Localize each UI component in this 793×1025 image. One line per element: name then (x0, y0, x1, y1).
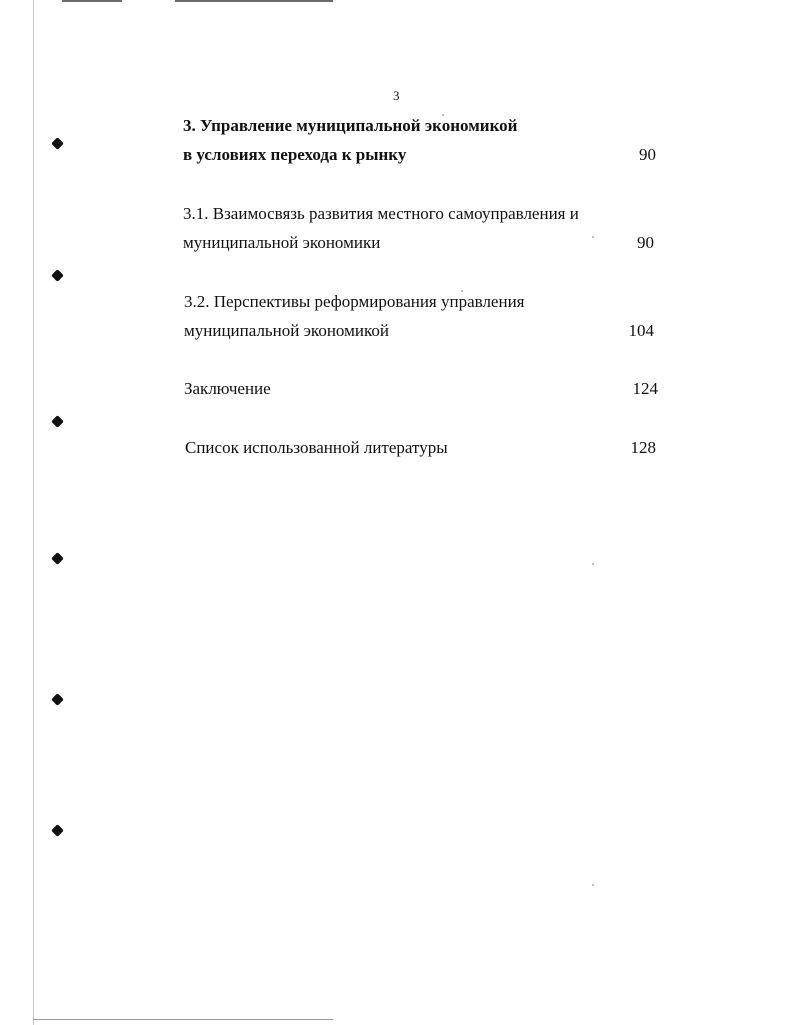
scan-speck (592, 563, 594, 565)
toc-entry-title-line: в условиях перехода к рынку (183, 145, 407, 164)
toc-entry-title-line: муниципальной экономикой (184, 321, 389, 340)
toc-entry-title-line: муниципальной экономики (183, 233, 381, 252)
toc-entry-title-line: 3.1. Взаимосвязь развития местного самоуправления и (183, 204, 579, 223)
toc-entry-title-line: 3. Управление муниципальной экономикой (183, 116, 518, 135)
punch-hole-mark (51, 693, 64, 706)
toc-entry-title-line: Список использованной литературы (185, 438, 448, 457)
scan-speck (592, 884, 594, 886)
toc-entry-page: 104 (628, 321, 654, 340)
toc-entry-title-line: Заключение (184, 379, 271, 398)
toc-entry-page: 90 (639, 145, 656, 164)
toc-entry-page: 128 (630, 438, 656, 457)
toc-entry-title-line: 3.2. Перспективы реформирования управления (184, 292, 525, 311)
scan-artifact-line (62, 0, 122, 2)
page-edge (33, 0, 34, 1025)
toc-entry-page: 90 (637, 233, 654, 252)
page-number: 3 (393, 88, 400, 103)
scan-artifact-line (33, 1019, 333, 1020)
toc-entry-page: 124 (632, 379, 658, 398)
punch-hole-mark (51, 824, 64, 837)
punch-hole-mark (51, 552, 64, 565)
punch-hole-mark (51, 415, 64, 428)
punch-hole-mark (51, 137, 64, 150)
scan-artifact-line (175, 0, 333, 2)
punch-hole-mark (51, 269, 64, 282)
